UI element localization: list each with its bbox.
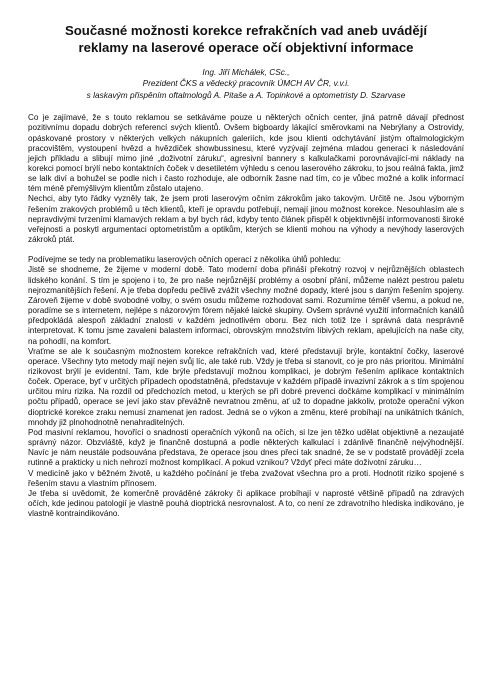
paragraph-healthy-eyes: Je třeba si uvědomit, že komerčně prováděné zákroky či aplikace probíhají v naprosté většině případů na zdravých očích, kde jedinou patologií je vlastně pouhá dioptrická nesrovnalost. A to, co není ze zdravotního hlediska indikováno, je vlastně kontraindikováno.	[28, 488, 464, 519]
paragraph-intro: Co je zajímavé, že s touto reklamou se setkáváme pouze u některých očních center, jiná patrně dávají přednost pozitivnímu dopadu dobrých referencí svých klientů. Ovšem bigboardy lákající směrovkami na Nebrýlany a Ostrovidy, opáskované prostory v některých velkých nákupních galeriích, kde jsou klienti odchytávání jistým oftalmologickým pracovištěm, vystoupení hvězd a hvězdiček showbussinesu, které vyzývají zejména mladou generaci k následování jejich příkladu a slibují mimo jiné „doživotní záruku“, agresivní bannery s kalkulačkami porovnávající-mi náklady na korekci pomocí brýlí nebo kontaktních čoček v desetiletém výhledu s cenou laserového zákroku, to jsou reálná fakta, jimž se lalk diví a bohužel se podle nich i často rozhoduje, ale odborník žasne nad tím, co je vůbec možné a kolik informací tém méně přemýšlivým klientům zůstalo utajeno.	[28, 113, 464, 194]
paragraph-medicine: V medicíně jako v běžném životě, u každého počínání je třeba zvažovat všechna pro a proti. Hodnotit riziko spojené s řešením stavu a vlastním přínosem.	[28, 468, 464, 488]
title-line-2: reklamy na laserové operace očí objektivní informace	[78, 40, 414, 55]
author-name: Ing. Jiří Michálek, CSc.,	[202, 67, 290, 77]
document-title	[28, 22, 464, 56]
paragraph-correction-methods: Vraťme se ale k současným možnostem korekce refrakčních vad, které představují brýle, kontaktní čočky, laserové operace. Všechny tyto metody mají nejen svůj líc, ale také rub. Vždy je třeba si stanovit, co je pro nás prioritou. Minimální rizikovost brýlí je evidentní. Tam, kde brýle představují možnou komplikaci, je dobrým řešením aplikace kontaktních čoček. Operace, byť v určitých případech opodstatněná, představuje v každém případě invazivní zákrok a s tím spojenou určitou míru rizika. Na rozdíl od předchozích metod, u kterých se při dobré prevenci dočkáme komplikací v minimálním počtu případů, operace se jeví jako stav převážně nevratnou změnu, ať už to dopadne jakkoliv, protože operační výkon dioptrické korekce zraku nemusí znamenat jen radost. Jedná se o výkon a změnu, které probíhají na unikátních tkáních, mnohdy již plnohodnotně nenahraditelných.	[28, 346, 464, 427]
article-body	[28, 113, 464, 519]
title-line-1: Současné možnosti korekce refrakčních vad aneb uvádějí	[64, 23, 428, 38]
author-affiliation: Prezident ČKS a vědecký pracovník ÚMCH AV ČR, v.v.i.	[142, 78, 350, 89]
paragraph-advertising: Pod masivní reklamou, hovořící o snadnosti operačních výkonů na očích, si lze jen těžko udělat objektivně a nezaujaté správný názor. Obzvláště, když je finančně dostupná a podle některých kalkulací i zdánlivě finančně nejvýhodnější. Navíc je nám neustále podsouvána představa, že operace jsou dnes přeci tak snadné, že se v podstatě provádějí zcela rutinně a prakticky u nich nehrozí možnost komplikací. A pokud vznikou? Vždyť přeci máte doživotní záruku…	[28, 427, 464, 468]
paragraph-stance: Nechci, aby tyto řádky vyzněly tak, že jsem proti laserovým očním zákrokům jako takovým. Určitě ne. Jsou výborným řešením zrakových problémů u těch klientů, kteří je opravdu potřebují, nemají jinou možnost korekce. Nesouhlasím ale s nepravdivými tvrzeními klamavých reklam a byl bych rád, kdyby tento článek přispěl k objektivnější informovanosti široké veřejnosti a poskytl argumentaci optometristům a optikům, kterých se klienti mohou na výhody a nevýhody laserových zákroků ptát.	[28, 194, 464, 245]
paragraph-modern-era: Jistě se shodneme, že žijeme v moderní době. Tato moderní doba přináší překotný rozvoj v nejrůznějších oblastech lidského konání. S tím je spojeno i to, že pro naše nejrůznější problémy a osobní přání, můžeme nalézt pestrou paletu nejrozmanitějších řešení. A je třeba dopředu pečlivě zvážit všechny možné dopady, které jsou s daným řešením spojeny. Zároveň žijeme v době svobodné volby, o svém osudu můžeme rozhodovat sami. Rozumíme téměř všemu, a pokud ne, poradíme se s internetem, nejlépe s názorovým fórem nějaké laické skupiny. Ovšem správné využití informačních kanálů předpokládá alespoň základní znalosti v každém jednotlivém oboru. Bez nich totiž lze i správná data nesprávně interpretovat. K tomu jsme zavaleni balastem informací, obrovským množstvím líbivých reklam, apelujících na naše city, na pohodlí, na komfort.	[28, 265, 464, 346]
paragraph-viewpoints: Podívejme se tedy na problematiku laserových očních operací z několika úhlů pohledu:	[28, 255, 341, 265]
author-block	[28, 67, 464, 101]
author-acknowledgement: s laskavým přispěním oftalmologů A. Pitaše a A. Topinkové a optometristy D. Szarvase	[86, 89, 406, 100]
